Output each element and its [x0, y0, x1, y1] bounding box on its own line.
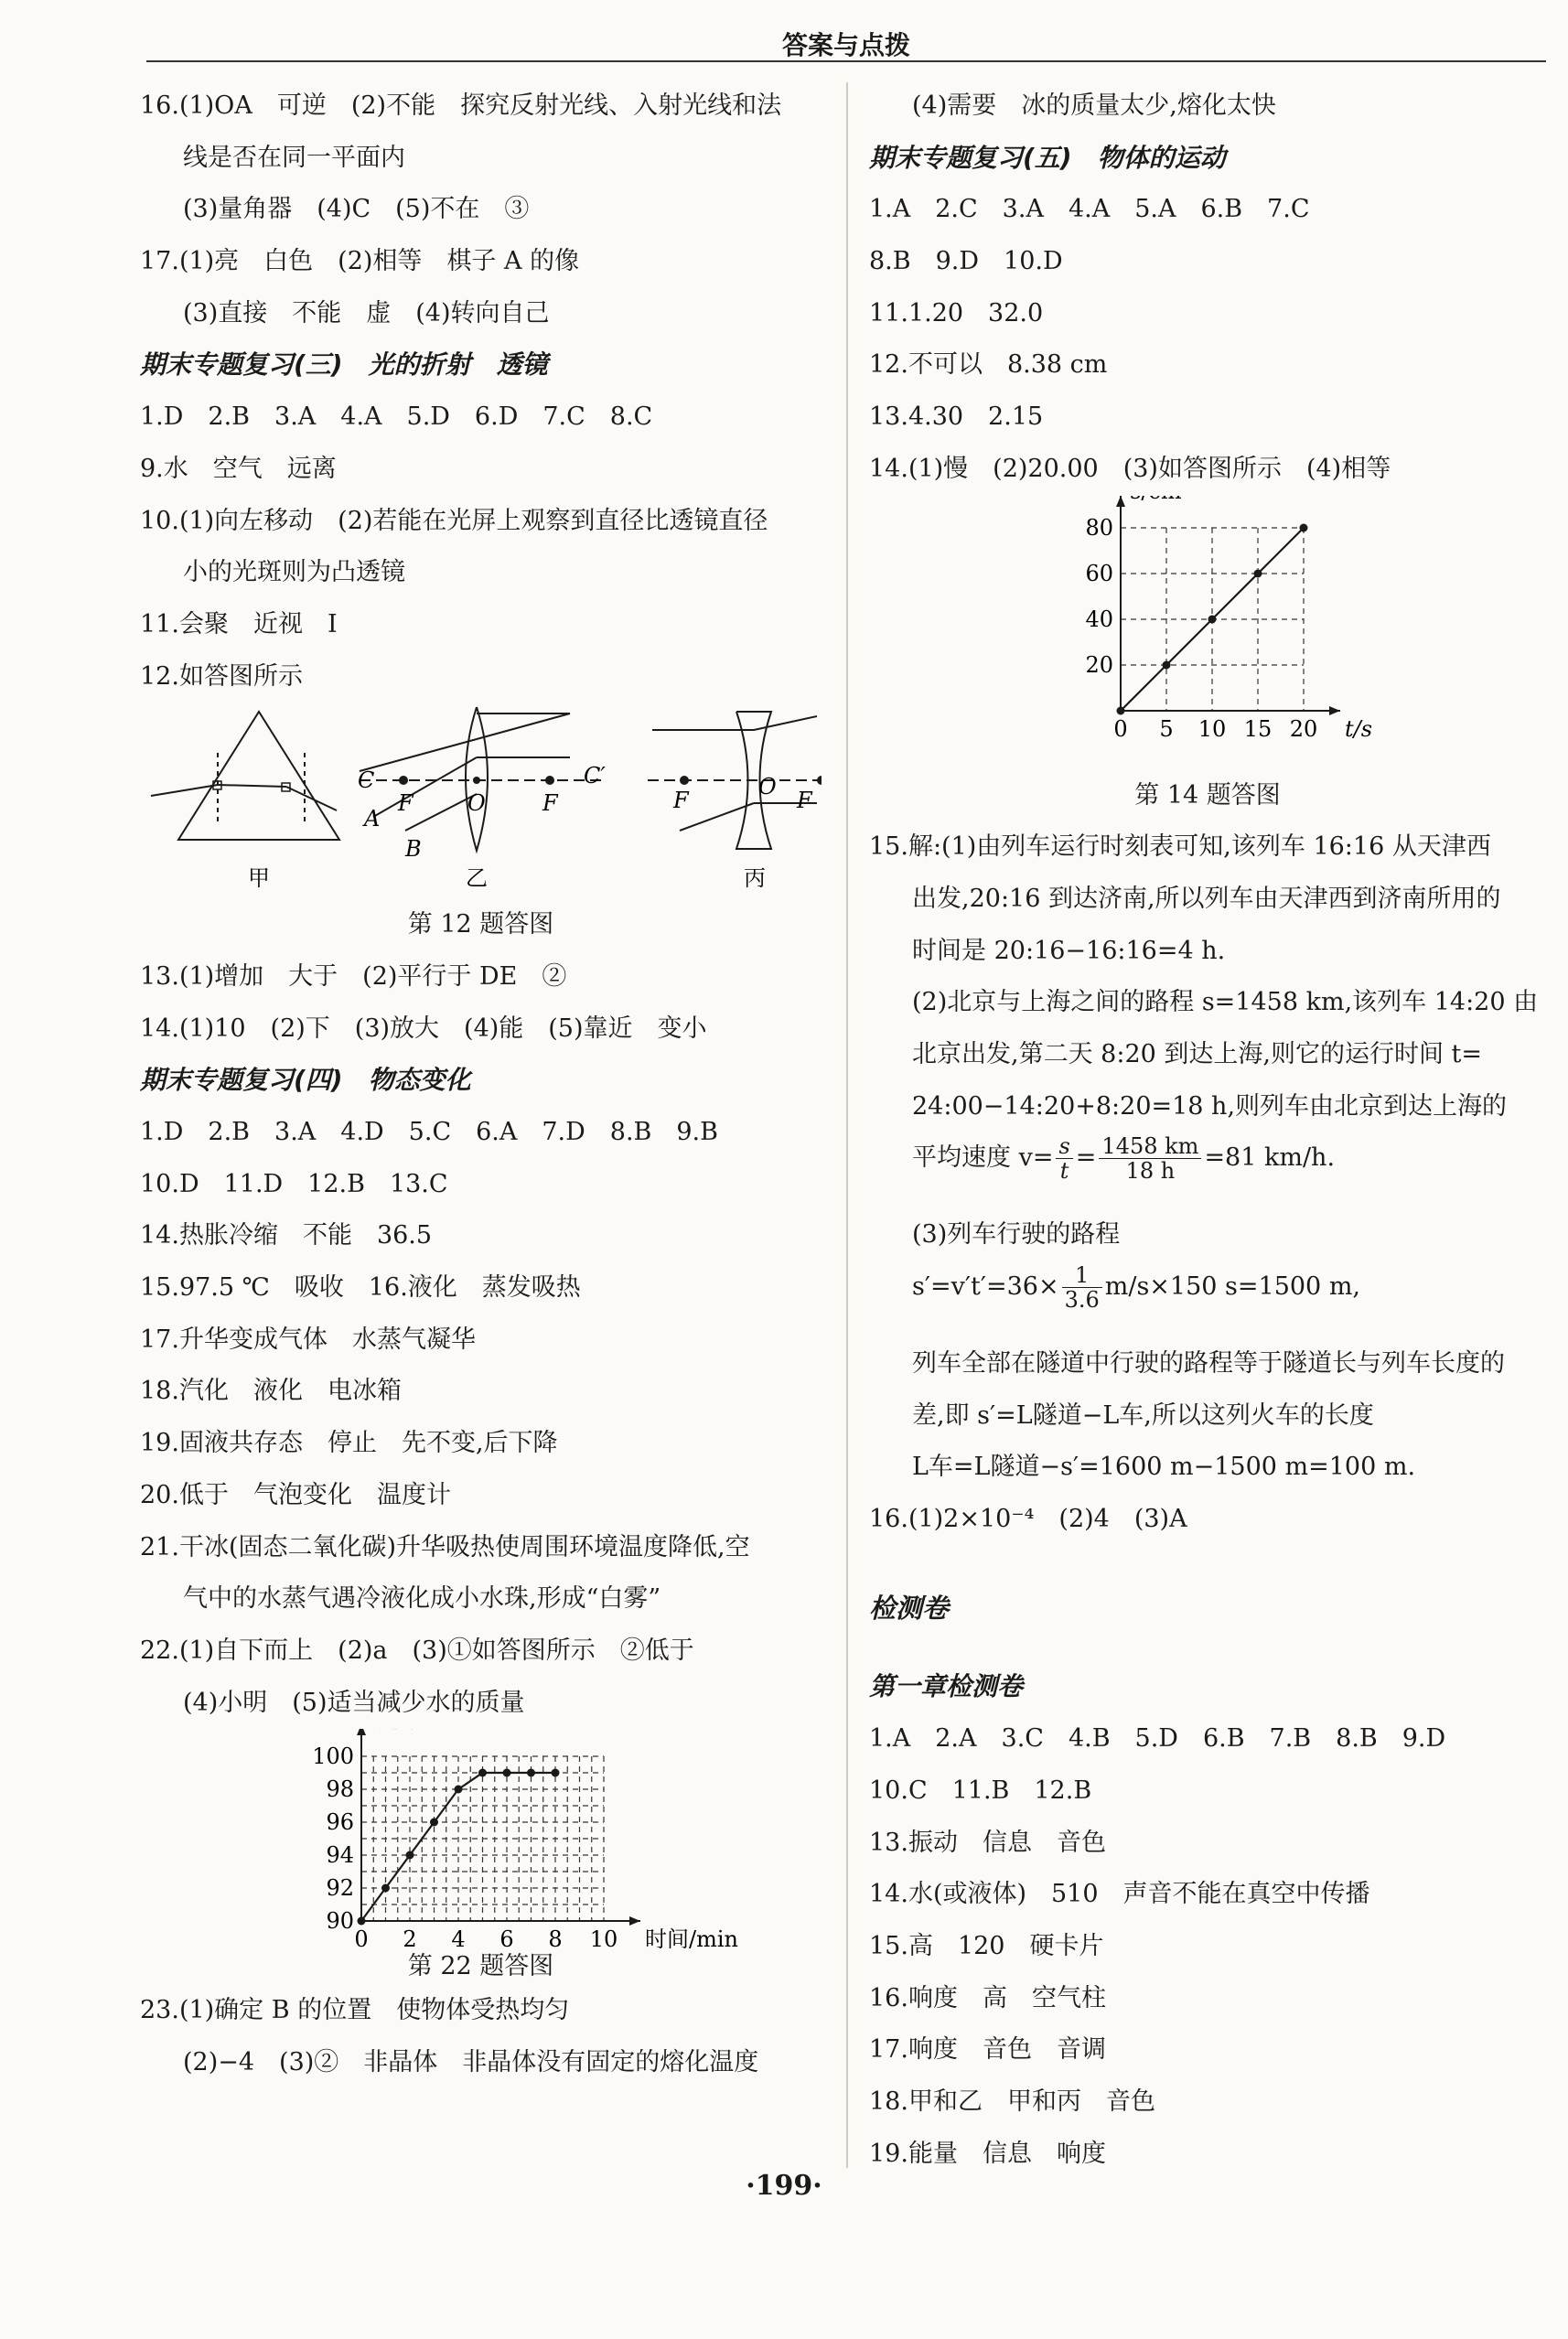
data-point [503, 1769, 511, 1777]
data-point [1254, 569, 1262, 577]
label-jia: 甲 [248, 865, 270, 892]
formula-text: s′=v′t′=36× [912, 1272, 1059, 1301]
label-F: F [673, 788, 689, 814]
answer-line: 14.热胀冷缩 不能 36.5 [140, 1221, 433, 1250]
y-tick-label: 92 [326, 1875, 354, 1902]
data-point [1208, 615, 1217, 623]
section-title: 第一章检测卷 [869, 1671, 1024, 1702]
answer-line: 1.D 2.B 3.A 4.A 5.D 6.D 7.C 8.C [140, 402, 653, 432]
chart-22-figure [140, 1729, 822, 1948]
label-B: B [405, 836, 422, 863]
answer-line: (3)列车行驶的路程 [912, 1220, 1121, 1250]
data-point [430, 1819, 438, 1827]
answer-line: 16.(1)OA 可逆 (2)不能 探究反射光线、入射光线和法 [140, 91, 782, 120]
answer-line: 差,即 s′=L隧道−L车,所以这列火车的长度 [912, 1400, 1374, 1430]
data-point [527, 1769, 535, 1777]
right-column [869, 80, 1546, 2180]
label-yi: 乙 [466, 865, 488, 892]
y-tick-label: 60 [1085, 560, 1113, 586]
answer-line: 12.不可以 8.38 cm [869, 350, 1108, 380]
x-tick-label: 10 [589, 1926, 618, 1949]
data-point [552, 1769, 560, 1777]
column-divider [846, 82, 848, 2168]
left-column [140, 80, 822, 2089]
answer-line: 1.D 2.B 3.A 4.D 5.C 6.A 7.D 8.B 9.B [140, 1118, 718, 1146]
answer-line: 13.4.30 2.15 [869, 402, 1044, 432]
answer-line: 10.C 11.B 12.B [869, 1776, 1092, 1805]
answer-line: 17.(1)亮 白色 (2)相等 棋子 A 的像 [140, 247, 580, 276]
formula-text: =81 km/h. [1204, 1143, 1336, 1173]
answer-line: 出发,20:16 到达济南,所以列车由天津西到济南所用的 [912, 884, 1501, 913]
answer-line: 11.会聚 近视 I [140, 609, 338, 638]
answer-line: 15.高 120 硬卡片 [869, 1931, 1104, 1960]
fraction [1062, 1263, 1102, 1312]
answer-line: 北京出发,第二天 8:20 到达上海,则它的运行时间 t= [912, 1039, 1483, 1068]
data-point [381, 1884, 390, 1893]
page-header: 答案与点拨 [781, 30, 910, 60]
answer-line: (2)北京与上海之间的路程 s=1458 km,该列车 14:20 由 [912, 988, 1539, 1017]
figure-caption: 第 22 题答图 [407, 1952, 554, 1981]
y-tick-label: 98 [326, 1776, 354, 1803]
y-tick-label: 94 [326, 1842, 354, 1869]
label-bing: 丙 [744, 865, 766, 892]
answer-line: 16.响度 高 空气柱 [869, 1983, 1106, 2012]
y-axis-arrow [1116, 496, 1125, 507]
denominator: 3.6 [1064, 1287, 1100, 1313]
answer-line: 列车全部在隧道中行驶的路程等于隧道长与列车长度的 [912, 1349, 1505, 1378]
answer-line: 10.D 11.D 12.B 13.C [140, 1169, 448, 1198]
y-tick-label: 96 [326, 1809, 354, 1836]
answer-line: 13.(1)增加 大于 (2)平行于 DE ② [140, 961, 567, 991]
figure-caption: 第 14 题答图 [1134, 780, 1281, 810]
y-tick-label: 20 [1085, 651, 1113, 678]
answer-line: 17.响度 音色 音调 [869, 2035, 1106, 2065]
answer-line: 8.B 9.D 10.D [869, 247, 1063, 276]
answer-line: 14.水(或液体) 510 声音不能在真空中传播 [869, 1880, 1370, 1909]
y-tick-label: 90 [326, 1908, 354, 1935]
optics-diagram [140, 703, 822, 899]
header-rule [146, 60, 1546, 62]
label-F: F [398, 790, 413, 817]
x-tick-label: 5 [1159, 715, 1174, 742]
x-tick-label: 4 [451, 1926, 466, 1949]
x-tick-label: 15 [1243, 715, 1273, 742]
y-tick-label: 40 [1085, 606, 1113, 632]
numerator: 1458 km [1099, 1134, 1201, 1159]
answer-line: 24:00−14:20+8:20=18 h,则列车由北京到达上海的 [912, 1091, 1508, 1121]
answer-line: 时间是 20:16−16:16=4 h. [912, 936, 1226, 965]
x-tick-label: 0 [1113, 715, 1128, 742]
answer-line: 19.固液共存态 停止 先不变,后下降 [140, 1429, 558, 1458]
fraction [1056, 1134, 1072, 1183]
x-axis-label: t/s [1345, 715, 1373, 742]
denominator: t [1059, 1158, 1069, 1185]
section-title: 检测卷 [869, 1592, 950, 1624]
answer-line: 线是否在同一平面内 [183, 143, 405, 172]
data-point [1117, 706, 1125, 714]
formula-line: 平均速度 v= $\frac{s}{t}$ = $\frac{1458 km}{18 h}$ =81 km/h. [912, 1133, 1336, 1185]
answer-line: 气中的水蒸气遇冷液化成小水珠,形成“白雾” [183, 1584, 661, 1614]
answer-line: 15.97.5 ℃ 吸收 16.液化 蒸发吸热 [140, 1273, 581, 1303]
answer-line: 18.甲和乙 甲和丙 音色 [869, 2087, 1155, 2116]
answer-line: (3)量角器 (4)C (5)不在 ③ [183, 195, 530, 224]
chart-14-figure [869, 496, 1546, 770]
answer-line: 1.A 2.A 3.C 4.B 5.D 6.B 7.B 8.B 9.D [869, 1724, 1446, 1754]
distance-time-chart [869, 496, 1546, 770]
answer-line: (2)−4 (3)② 非晶体 非晶体没有固定的熔化温度 [183, 2047, 759, 2076]
answer-line: 21.干冰(固态二氧化碳)升华吸热使周围环境温度降低,空 [140, 1532, 750, 1561]
answer-line: 18.汽化 液化 电冰箱 [140, 1377, 402, 1406]
numerator: s [1056, 1134, 1072, 1159]
section-title: 期末专题复习(五) 物体的运动 [869, 142, 1226, 173]
x-tick-label: 2 [403, 1926, 417, 1949]
data-point [455, 1786, 463, 1794]
answer-line: 10.(1)向左移动 (2)若能在光屏上观察到直径比透镜直径 [140, 506, 768, 535]
x-axis-arrow [1329, 706, 1340, 715]
answer-line: 22.(1)自下而上 (2)a (3)①如答图所示 ②低于 [140, 1636, 694, 1665]
data-point [478, 1769, 487, 1777]
answer-line: 23.(1)确定 B 的位置 使物体受热均匀 [140, 1996, 570, 2025]
label-F: F [797, 788, 812, 814]
answer-line: 15.解:(1)由列车运行时刻表可知,该列车 16:16 从天津西 [869, 832, 1491, 862]
section-title: 期末专题复习(四) 物态变化 [140, 1065, 471, 1096]
spacer [869, 1546, 1546, 1583]
data-point [1300, 523, 1308, 531]
y-axis-arrow [357, 1729, 366, 1735]
answer-line: 13.振动 信息 音色 [869, 1828, 1106, 1857]
y-tick-label: 100 [312, 1744, 354, 1770]
prism-shape [178, 712, 339, 840]
y-axis-label [371, 1729, 446, 1733]
data-point [358, 1917, 366, 1926]
denominator: 18 h [1125, 1158, 1176, 1185]
formula-line [869, 1261, 1546, 1338]
answer-line: 14.(1)10 (2)下 (3)放大 (4)能 (5)靠近 变小 [140, 1014, 707, 1043]
label-F: F [542, 790, 558, 817]
section-title: 期末专题复习(三) 光的折射 透镜 [140, 349, 548, 381]
answer-line: 17.升华变成气体 水蒸气凝华 [140, 1325, 476, 1354]
formula-text: 平均速度 v= [912, 1143, 1054, 1173]
answer-line: (4)需要 冰的质量太少,熔化太快 [912, 91, 1276, 120]
answer-line: 11.1.20 32.0 [869, 298, 1044, 327]
x-tick-label: 20 [1289, 715, 1318, 742]
answer-line: 12.如答图所示 [140, 661, 303, 691]
data-point [1163, 660, 1171, 669]
numerator: 1 [1062, 1263, 1102, 1288]
x-axis-arrow [629, 1916, 640, 1926]
y-tick-label: 80 [1085, 514, 1113, 541]
figure-12 [140, 703, 822, 899]
answer-line: 20.低于 气泡变化 温度计 [140, 1480, 451, 1509]
label-O: O [758, 774, 777, 800]
x-tick-label: 0 [354, 1926, 369, 1949]
x-tick-label: 10 [1197, 715, 1227, 742]
label-O: O [467, 790, 486, 817]
answer-line: 14.(1)慢 (2)20.00 (3)如答图所示 (4)相等 [869, 454, 1391, 483]
answer-line: (4)小明 (5)适当减少水的质量 [183, 1688, 525, 1717]
answer-line: 1.A 2.C 3.A 4.A 5.A 6.B 7.C [869, 195, 1310, 224]
answer-line: 小的光斑则为凸透镜 [183, 558, 405, 587]
y-axis-label [1130, 496, 1182, 504]
x-tick-label: 6 [499, 1926, 514, 1949]
answer-line: 19.能量 信息 响度 [869, 2139, 1106, 2168]
data-point [406, 1851, 414, 1860]
answer-line: 9.水 空气 远离 [140, 454, 337, 483]
figure-caption: 第 12 题答图 [407, 910, 554, 939]
spacer [869, 1634, 1546, 1661]
label-A: A [364, 806, 381, 832]
answer-line: (3)直接 不能 虚 (4)转向自己 [183, 298, 550, 327]
label-C-prime: C′ [584, 763, 606, 789]
x-axis-label: 时间/min [645, 1926, 738, 1949]
fraction [1099, 1134, 1201, 1183]
formula-text: m/s×150 s=1500 m, [1104, 1272, 1361, 1301]
x-tick-label: 8 [548, 1926, 563, 1949]
answer-line: L车=L隧道−s′=1600 m−1500 m=100 m. [912, 1453, 1416, 1482]
label-C: C [358, 767, 375, 794]
page-number: ·199· [746, 2170, 822, 2202]
answer-line: 16.(1)2×10⁻⁴ (2)4 (3)A [869, 1505, 1187, 1534]
temperature-chart [140, 1729, 822, 1948]
